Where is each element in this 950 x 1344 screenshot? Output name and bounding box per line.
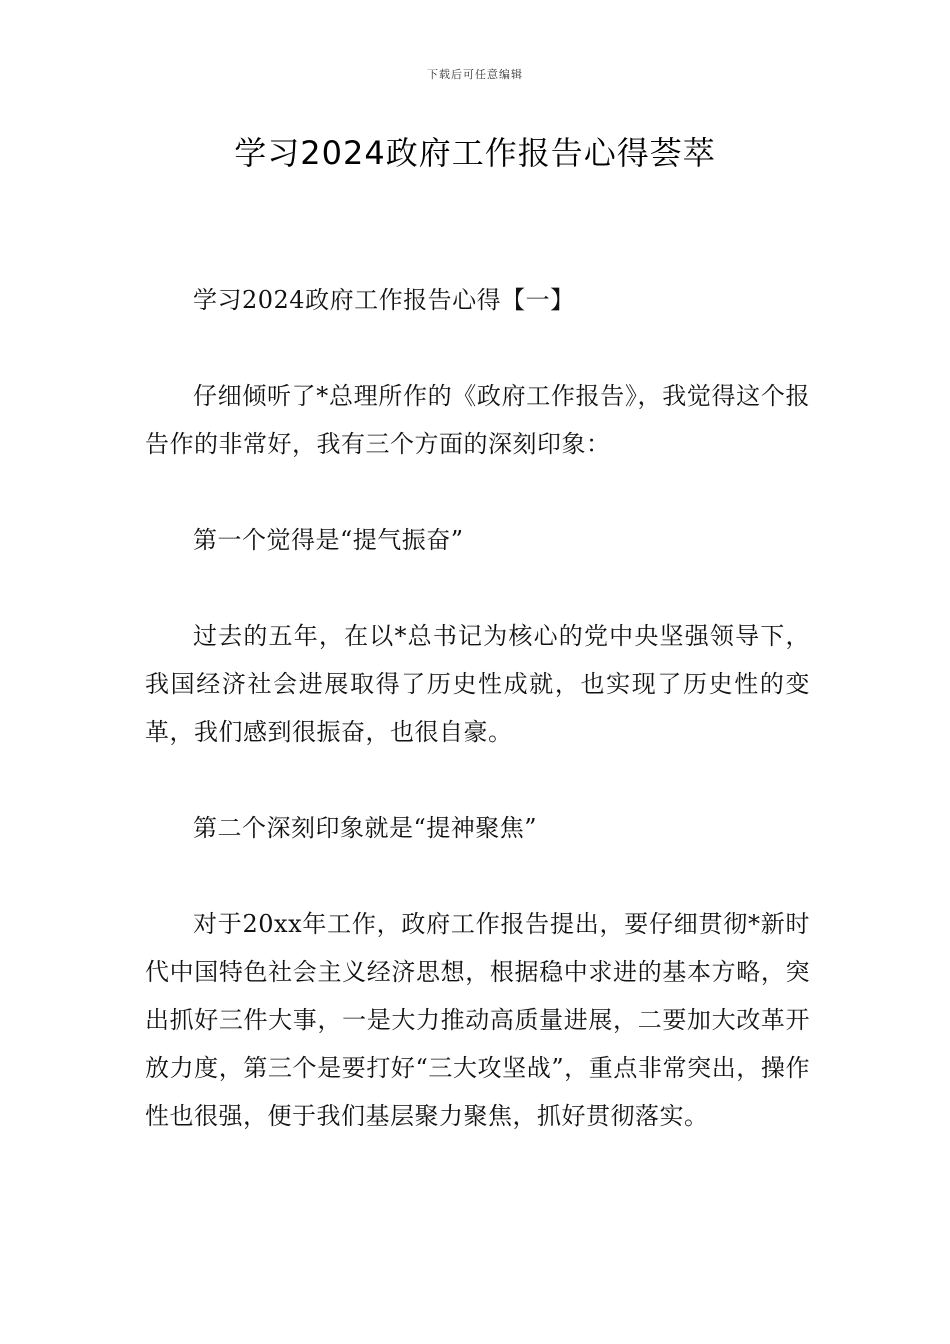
body-paragraph: 对于20xx年工作，政府工作报告提出，要仔细贯彻*新时代中国特色社会主义经济思想，根据稳中求进的基本方略，突出抓好三件大事，一是大力推动高质量进展，二要加大改革开放力度，第三个是要打好“三大攻坚战”，重点非常突出，操作性也很强，便于我们基层聚力聚焦，抓好贯彻落实。: [145, 910, 810, 1130]
body-paragraph: 过去的五年，在以*总书记为核心的党中央坚强领导下，我国经济社会进展取得了历史性成就，也实现了历史性的变革，我们感到很振奋，也很自豪。: [145, 622, 810, 746]
document-body: [145, 276, 810, 1188]
body-paragraph: 仔细倾听了*总理所作的《政府工作报告》，我觉得这个报告作的非常好，我有三个方面的深刻印象：: [145, 382, 810, 458]
subheading-paragraph: 第二个深刻印象就是“提神聚焦”: [193, 814, 538, 842]
subheading-paragraph: 第一个觉得是“提气振奋”: [193, 526, 464, 554]
header-note: 下载后可任意编辑: [427, 68, 523, 81]
document-title: 学习2024政府工作报告心得荟萃: [234, 134, 716, 172]
section-heading: 学习2024政府工作报告心得【一】: [193, 286, 575, 314]
